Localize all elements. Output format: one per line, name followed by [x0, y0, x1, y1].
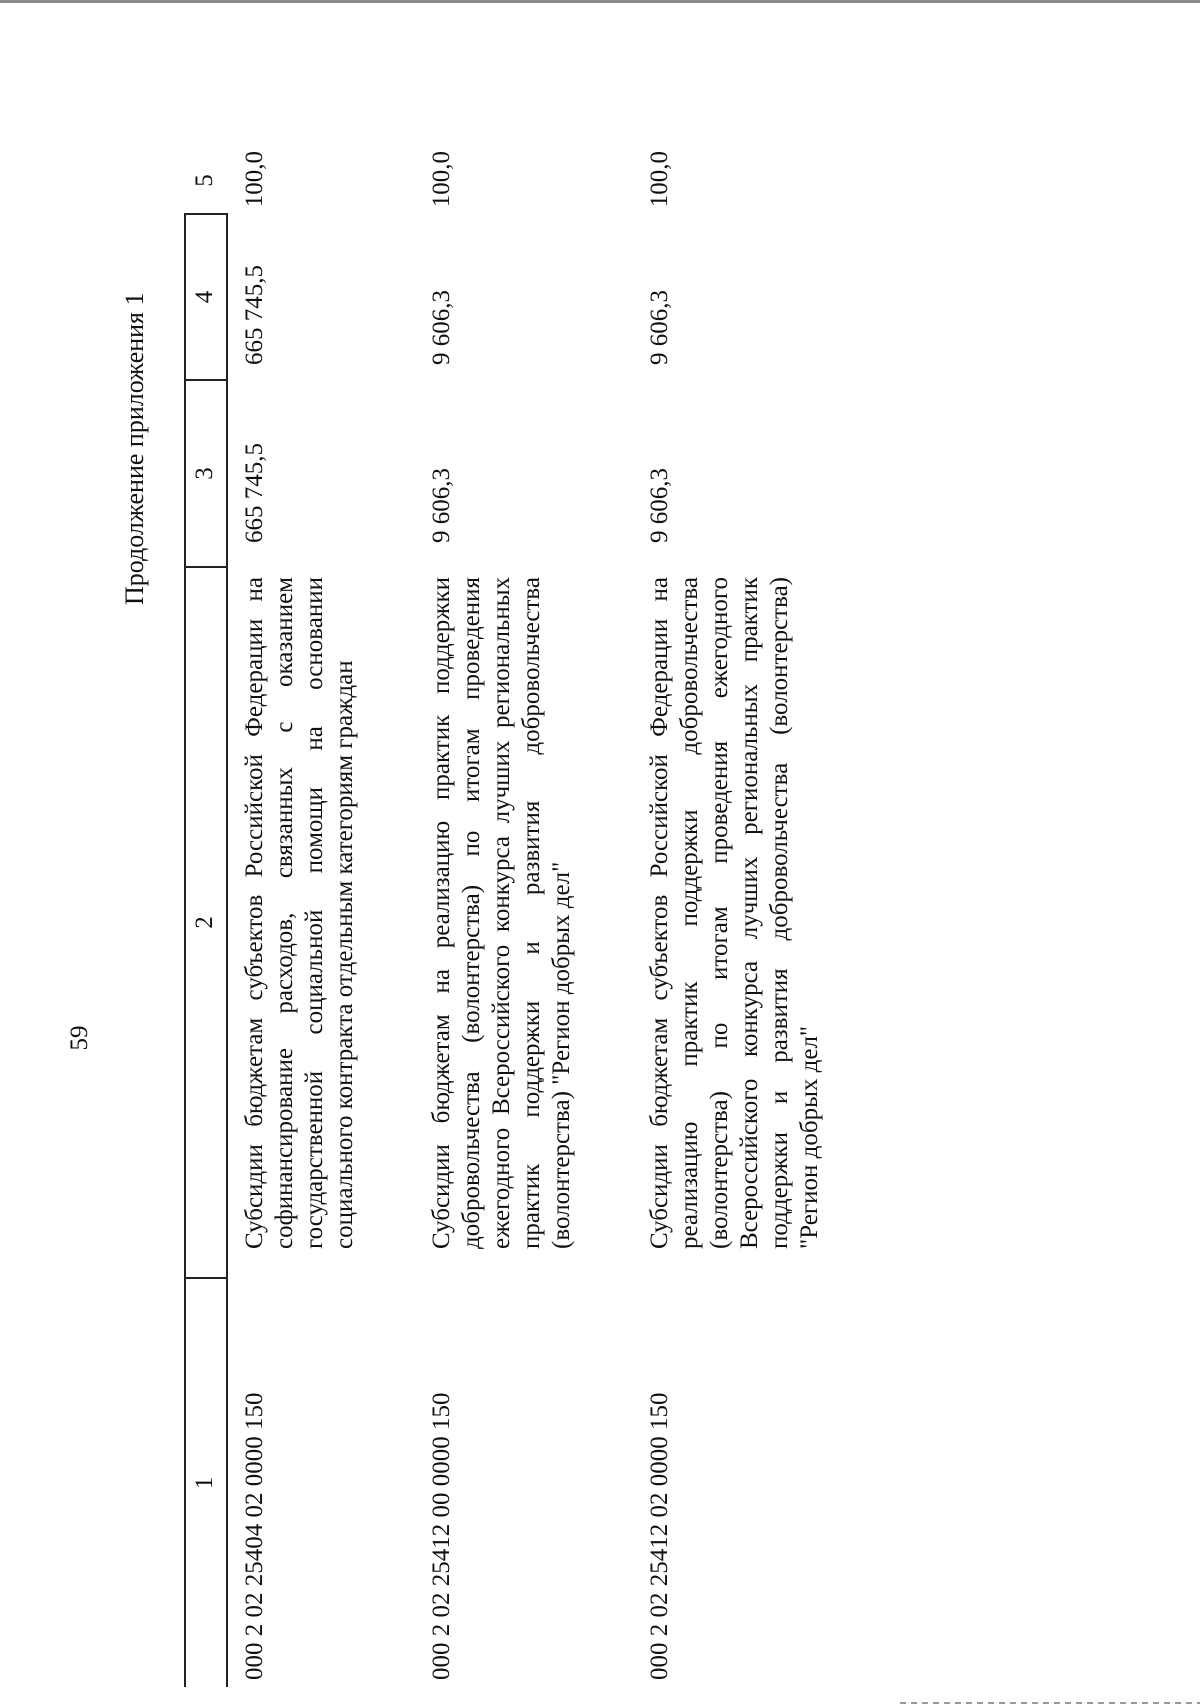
execution-percent: 100,0 [428, 151, 455, 208]
table-header-border [226, 213, 228, 1687]
table-header-col2: 2 [191, 916, 218, 929]
continuation-label: Продолжение приложения 1 [120, 292, 149, 605]
page-number: 59 [66, 1025, 93, 1051]
table-header-col1: 1 [191, 1476, 218, 1490]
execution-percent: 100,0 [241, 151, 268, 208]
executed-amount: 665 745,5 [241, 265, 268, 365]
row-description: Субсидии бюджетам субъектов Российской Федерации на софинансирование расходов, связанных с оказанием государственной социальной помощи на основании социального контракта отдельным категориям граждан [241, 577, 358, 1249]
row-description: Субсидии бюджетам на реализацию практик поддержки добровольчества (волонтерства) по итогам проведения ежегодного Всероссийского конкурса лучших региональных практик поддержки и развития добровольчества (волонтерства) "Регион добрых дел" [428, 577, 575, 1249]
planned-amount: 9 606,3 [646, 468, 673, 543]
table-header-col3: 3 [191, 467, 218, 480]
table-top-border [184, 213, 186, 1687]
planned-amount: 9 606,3 [428, 468, 455, 543]
planned-amount: 665 745,5 [241, 443, 268, 543]
table-header-col5: 5 [191, 174, 218, 187]
row-description: Субсидии бюджетам субъектов Российской Федерации на реализацию практик поддержки добровольчества (волонтерства) по итогам проведения ежегодного Всероссийского конкурса лучших региональных практик поддержки и развития добровольчества (волонтерства) "Регион добрых дел" [646, 577, 823, 1249]
executed-amount: 9 606,3 [646, 290, 673, 365]
budget-code: 000 2 02 25412 02 0000 150 [646, 1392, 673, 1680]
rotated-document-page [0, 148, 1200, 1708]
executed-amount: 9 606,3 [428, 290, 455, 365]
budget-code: 000 2 02 25412 00 0000 150 [428, 1392, 455, 1680]
table-header-col4: 4 [191, 290, 218, 304]
scan-top-edge [0, 0, 1200, 3]
execution-percent: 100,0 [646, 151, 673, 208]
budget-code: 000 2 02 25404 02 0000 150 [241, 1392, 268, 1680]
